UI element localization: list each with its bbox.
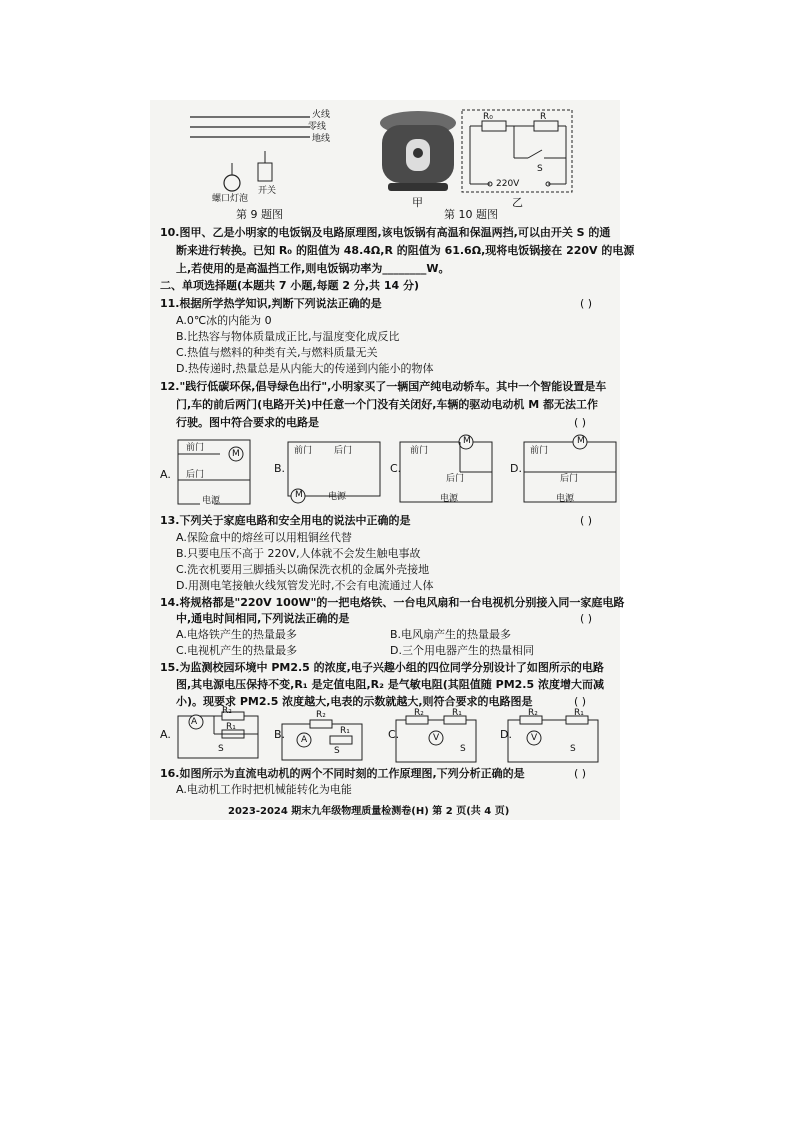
q12-b-back-door: 后门	[334, 446, 353, 456]
q12-d-motor: M	[577, 436, 585, 446]
ground-wire-label: 地线	[312, 134, 331, 144]
q14-line1: 14.将规格都是"220V 100W"的一把电烙铁、一台电风扇和一台电视机分别接入同一家庭电路	[160, 596, 625, 609]
q13-answer-paren: ( )	[580, 514, 593, 527]
q11-option-d: D.热传递时,热量总是从内能大的传递到内能小的物体	[176, 362, 434, 375]
q14-option-d: D.三个用电器产生的热量相同	[390, 644, 534, 657]
q15-label-b: B.	[274, 728, 286, 741]
q15-line1: 15.为监测校园环境中 PM2.5 的浓度,电子兴趣小组的四位同学分别设计了如图所示的电路	[160, 661, 604, 674]
q10-line2: 断来进行转换。已知 R₀ 的阻值为 48.4Ω,R 的阻值为 61.6Ω,现将电饭锅接在 220V 的电源	[176, 244, 635, 257]
q12-c-back-door: 后门	[446, 474, 465, 484]
q15-d-switch: S	[570, 744, 576, 754]
q11-option-b: B.比热容与物体质量成正比,与温度变化成反比	[176, 330, 400, 343]
q15-line2: 图,其电源电压保持不变,R₁ 是定值电阻,R₂ 是气敏电阻(其阻值随 PM2.5 浓度增大而减	[176, 678, 604, 691]
q15-c-r2: R₂	[414, 708, 424, 718]
q15-answer-paren: ( )	[574, 695, 587, 708]
q13-option-b: B.只要电压不高于 220V,人体就不会发生触电事故	[176, 547, 421, 560]
q15-c-switch: S	[460, 744, 466, 754]
q12-line1: 12."践行低碳环保,倡导绿色出行",小明家买了一辆国产纯电动轿车。其中一个智能设置是车	[160, 380, 607, 393]
q12-a-motor: M	[232, 449, 240, 459]
q10-line1: 10.图甲、乙是小明家的电饭锅及电路原理图,该电饭锅有高温和保温两挡,可以由开关 S 的通	[160, 226, 611, 239]
fig10-r-label: R	[540, 112, 547, 122]
q16-option-a: A.电动机工作时把机械能转化为电能	[176, 783, 352, 796]
q12-d-power: 电源	[556, 494, 575, 504]
q12-label-a: A.	[160, 468, 171, 481]
q12-answer-paren: ( )	[574, 416, 587, 429]
figure-9-caption: 第 9 题图	[236, 208, 283, 221]
q14-line2: 中,通电时间相同,下列说法正确的是	[176, 612, 350, 625]
q14-option-b: B.电风扇产生的热量最多	[390, 628, 512, 641]
q15-b-r1: R₁	[340, 726, 350, 736]
q12-d-back-door: 后门	[560, 474, 579, 484]
q12-b-power: 电源	[328, 492, 347, 502]
switch-label: 开关	[258, 186, 277, 196]
q16-answer-paren: ( )	[574, 767, 587, 780]
q11-stem: 11.根据所学热学知识,判断下列说法正确的是	[160, 297, 382, 310]
q15-label-a: A.	[160, 728, 171, 741]
q12-a-front-door: 前门	[186, 443, 205, 453]
fig10-s-label: S	[537, 164, 543, 174]
q15-b-ammeter: A	[301, 735, 308, 745]
q12-c-motor: M	[463, 436, 471, 446]
q12-label-d: D.	[510, 462, 522, 475]
q15-b-r2: R₂	[316, 710, 326, 720]
q11-option-c: C.热值与燃料的种类有关,与燃料质量无关	[176, 346, 378, 359]
q12-label-b: B.	[274, 462, 286, 475]
q12-a-power: 电源	[202, 496, 221, 506]
q11-answer-paren: ( )	[580, 297, 593, 310]
fig10-jia-label: 甲	[412, 196, 423, 209]
q14-option-a: A.电烙铁产生的热量最多	[176, 628, 297, 641]
q13-option-c: C.洗衣机要用三脚插头以确保洗衣机的金属外壳接地	[176, 563, 430, 576]
q12-a-back-door: 后门	[186, 470, 205, 480]
fig10-r0-label: R₀	[483, 112, 493, 122]
q12-line3: 行驶。图中符合要求的电路是	[176, 416, 319, 429]
page-footer: 2023-2024 期末九年级物理质量检测卷(H) 第 2 页(共 4 页)	[228, 806, 510, 817]
q13-option-a: A.保险盒中的熔丝可以用粗铜丝代替	[176, 531, 352, 544]
q12-b-front-door: 前门	[294, 446, 313, 456]
q12-d-front-door: 前门	[530, 446, 549, 456]
q15-label-c: C.	[388, 728, 400, 741]
neutral-wire-label: 零线	[308, 122, 327, 132]
q10-line3: 上,若使用的是高温挡工作,则电饭锅功率为________W。	[176, 262, 450, 275]
q15-b-switch: S	[334, 746, 340, 756]
q13-stem: 13.下列关于家庭电路和安全用电的说法中正确的是	[160, 514, 411, 527]
q15-line3: 小)。现要求 PM2.5 浓度越大,电表的示数就越大,则符合要求的电路图是	[176, 695, 533, 708]
q15-circuit-b	[282, 720, 362, 760]
q14-answer-paren: ( )	[580, 612, 593, 625]
q12-line2: 门,车的前后两门(电路开关)中任意一个门没有关闭好,车辆的驱动电动机 M 都无法工作	[176, 398, 599, 411]
q12-c-front-door: 前门	[410, 446, 429, 456]
q15-c-r1: R₁	[452, 708, 462, 718]
q15-label-d: D.	[500, 728, 512, 741]
q15-a-switch: S	[218, 744, 224, 754]
fig10-voltage-label: 220V	[496, 179, 520, 189]
q15-c-voltmeter: V	[433, 733, 440, 743]
q15-circuit-d	[508, 716, 598, 762]
live-wire-label: 火线	[312, 110, 331, 120]
q12-b-motor: M	[295, 490, 303, 500]
q11-option-a: A.0℃冰的内能为 0	[176, 314, 272, 327]
q12-c-power: 电源	[440, 494, 459, 504]
q15-d-voltmeter: V	[531, 733, 538, 743]
section-2-heading: 二、单项选择题(本题共 7 小题,每题 2 分,共 14 分)	[160, 279, 420, 292]
q15-a-r2: R₂	[222, 706, 232, 716]
fig10-yi-label: 乙	[512, 196, 523, 209]
figure-10-caption: 第 10 题图	[444, 208, 498, 221]
q14-option-c: C.电视机产生的热量最多	[176, 644, 298, 657]
q16-stem: 16.如图所示为直流电动机的两个不同时刻的工作原理图,下列分析正确的是	[160, 767, 525, 780]
q13-option-d: D.用测电笔接触火线氖管发光时,不会有电流通过人体	[176, 579, 434, 592]
q15-d-r2: R₂	[528, 708, 538, 718]
bulb-label: 螺口灯泡	[212, 194, 249, 204]
rice-cooker-image	[368, 103, 468, 195]
q12-label-c: C.	[390, 462, 402, 475]
q15-d-r1: R₁	[574, 708, 584, 718]
q15-a-r1: R₁	[226, 722, 236, 732]
q15-a-ammeter: A	[191, 717, 198, 727]
